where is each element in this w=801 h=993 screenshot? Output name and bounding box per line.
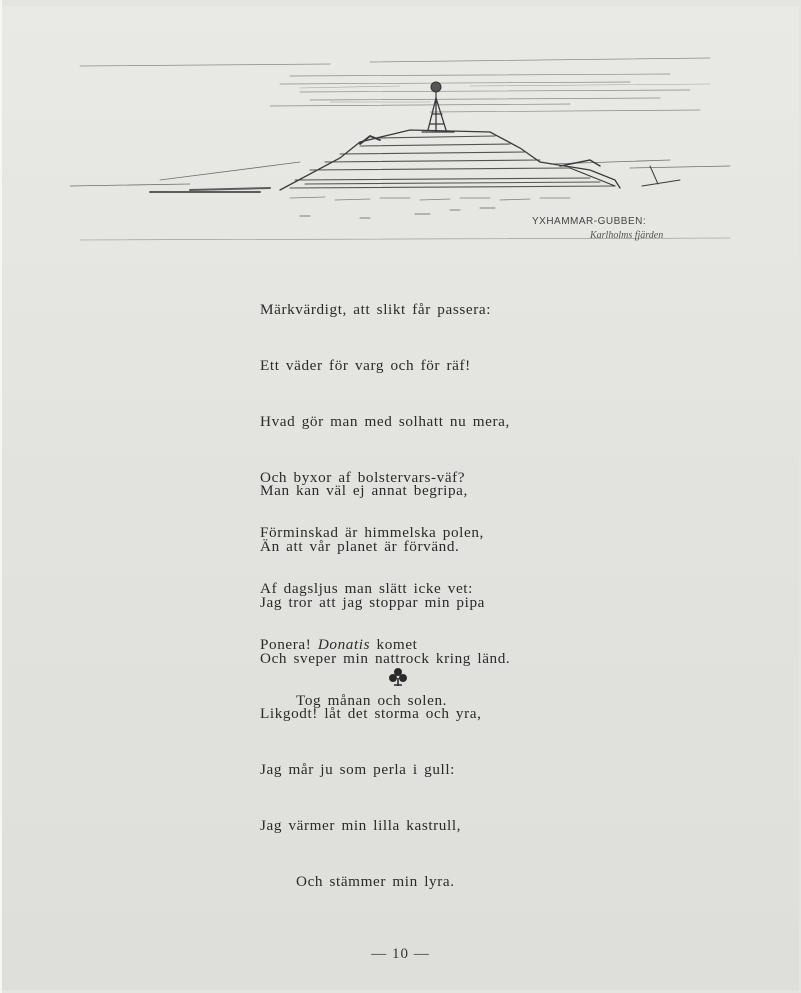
verse-line: Likgodt! låt det storma och yra, <box>260 705 482 723</box>
verse-line: Och byxor af bolstervars-väf? <box>260 468 466 486</box>
verse-line: Af dagsljus man slätt icke vet: <box>260 580 473 598</box>
verse-line: Och sveper min nattrock kring länd. <box>260 649 511 667</box>
island-beacon-illustration <box>70 40 735 245</box>
verse-line: Ett väder för varg och för räf! <box>260 356 471 374</box>
page-number: — 10 — <box>371 946 430 962</box>
emphasis-name: Donatis <box>317 635 371 653</box>
verse-line: Förminskad är himmelska polen, <box>260 524 484 542</box>
verse-line: Än att vår planet är förvänd. <box>260 537 460 555</box>
clover-ornament-icon <box>385 664 411 690</box>
verse-line: Jag tror att jag stoppar min pipa <box>260 593 485 611</box>
verse-line: Hvad gör man med solhatt nu mera, <box>260 412 510 430</box>
verse-text: Ponera! <box>260 635 318 653</box>
verse-line: Jag värmer min lilla kastrull, <box>260 816 462 834</box>
verse-line: Man kan väl ej annat begripa, <box>260 482 468 500</box>
signature-line-1: YXHAMMAR-GUBBEN: <box>532 216 647 227</box>
verse-line: Jag mår ju som perla i gull: <box>260 761 455 779</box>
verse-line: Och stämmer min lyra. <box>296 872 455 890</box>
signature-line-2: Karlholms fjärden <box>590 230 664 241</box>
verse-line: Tog månan och solen. <box>296 691 448 709</box>
verse-text: komet <box>370 635 418 653</box>
verse-line: Märkvärdigt, att slikt får passera: <box>260 301 492 319</box>
